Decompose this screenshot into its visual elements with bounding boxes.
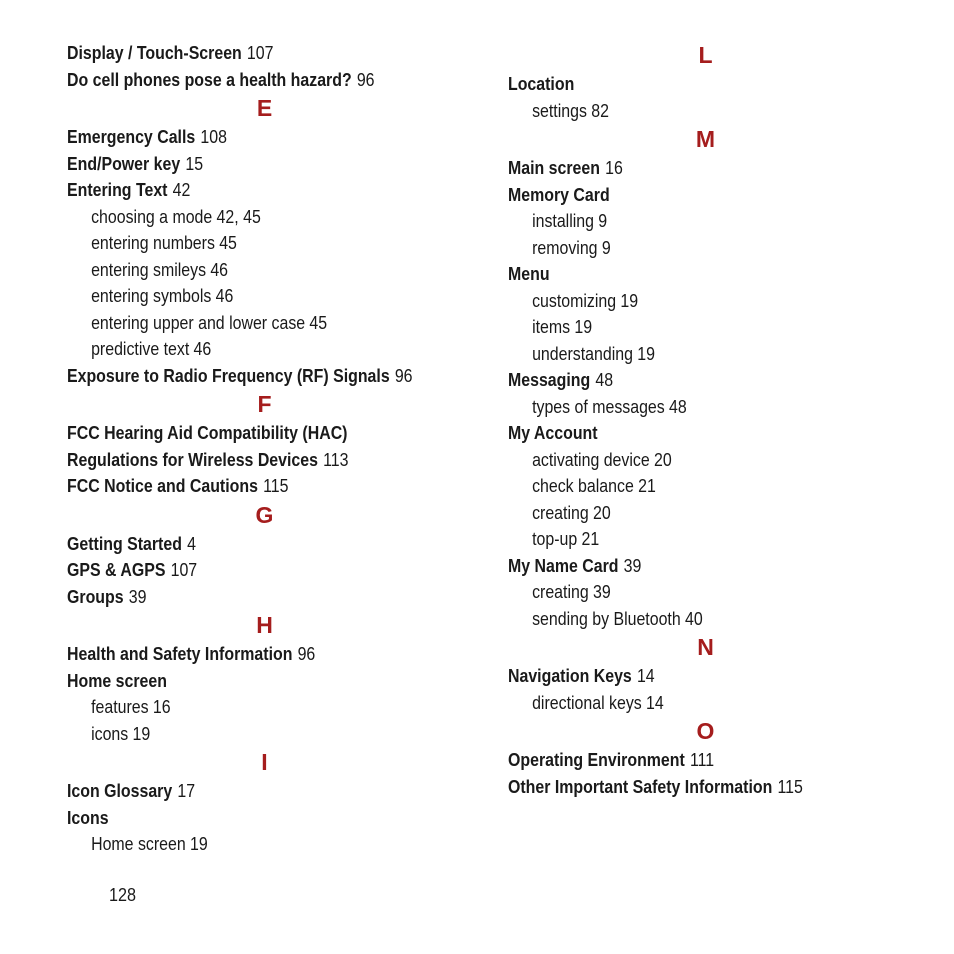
index-page-ref: 39 (128, 585, 147, 607)
index-term: Health and Safety Information (67, 643, 293, 664)
index-term: My Name Card (508, 554, 619, 576)
index-letter-heading: G (255, 501, 274, 528)
index-subentry (508, 394, 852, 421)
index-page-ref: 19 (132, 722, 151, 744)
index-page-ref: 16 (152, 696, 171, 717)
index-term: Entering Text (67, 179, 168, 200)
index-term: FCC Hearing Aid Compatibility (HAC) (67, 422, 348, 443)
index-page-ref: 115 (777, 775, 803, 797)
index-entry (67, 805, 411, 832)
index-term: Messaging (508, 369, 591, 390)
index-term: Display / Touch-Screen (67, 42, 242, 63)
index-subentry (67, 283, 411, 310)
index-page-ref: 39 (623, 554, 642, 576)
index-letter-heading: F (257, 391, 272, 417)
index-term: GPS & AGPS (67, 559, 166, 580)
index-page-ref: 19 (189, 833, 208, 854)
index-subentry (67, 230, 411, 257)
index-subentry (508, 447, 852, 474)
index-page-ref: 115 (263, 475, 289, 496)
index-page-ref: 9 (598, 210, 608, 231)
index-page-ref: 14 (646, 691, 664, 713)
index-entry (508, 774, 852, 801)
index-page-ref: 19 (637, 342, 655, 364)
index-page-ref: 39 (592, 581, 611, 602)
index-page-ref: 96 (356, 68, 375, 90)
index-entry (67, 67, 411, 94)
index-subentry (508, 579, 852, 606)
index-subentry (67, 257, 411, 284)
index-page-ref: 19 (620, 289, 639, 311)
index-column-left (67, 40, 467, 858)
index-page-ref: 4 (187, 532, 196, 554)
index-letter-heading: O (696, 718, 715, 744)
index-entry (508, 155, 852, 182)
index-entry (67, 531, 411, 558)
index-page-ref: 107 (246, 42, 274, 63)
index-term: activating device (532, 448, 650, 470)
index-page-ref: 21 (581, 528, 600, 549)
index-page-ref: 17 (177, 780, 196, 801)
index-subentry (508, 606, 852, 633)
index-page-ref: 96 (394, 364, 413, 386)
index-entry (508, 420, 852, 447)
index-term: End/Power key (67, 152, 181, 174)
index-page-ref: 20 (654, 448, 672, 470)
index-term: predictive text (91, 338, 190, 359)
index-page-ref: 107 (170, 559, 198, 580)
index-letter-heading: L (698, 42, 713, 68)
index-term: Exposure to Radio Frequency (RF) Signals (67, 364, 390, 386)
index-term: Navigation Keys (508, 665, 632, 686)
index-term: icons (91, 722, 129, 744)
index-entry (67, 40, 411, 67)
index-term: understanding (532, 342, 633, 364)
index-page-ref: 20 (592, 501, 611, 523)
index-subentry (508, 288, 852, 315)
index-subentry (67, 721, 411, 748)
index-page-ref: 21 (638, 475, 656, 496)
index-subentry (508, 98, 852, 125)
index-term: Do cell phones pose a health hazard? (67, 68, 352, 90)
index-subentry (508, 208, 852, 235)
index-term: top-up (532, 528, 578, 549)
index-subentry (508, 690, 852, 717)
index-entry (508, 663, 852, 690)
index-term: Regulations for Wireless Devices (67, 448, 318, 470)
index-term: Menu (508, 263, 550, 284)
index-page-ref: 40 (684, 607, 703, 629)
index-page-ref: 46 (193, 338, 212, 359)
index-term: creating (532, 581, 589, 602)
index-entry (67, 363, 411, 390)
index-letter-heading: E (256, 95, 273, 121)
index-term: Other Important Safety Information (508, 775, 773, 797)
index-term: items (532, 316, 571, 337)
index-page-ref: 45 (219, 232, 237, 253)
index-page-ref: 113 (323, 448, 349, 470)
index-page-ref: 96 (297, 643, 316, 664)
index-entry (508, 182, 852, 209)
index-term: Home screen (67, 669, 167, 691)
index-page-ref: 46 (210, 258, 229, 280)
index-page-ref: 48 (669, 395, 687, 417)
index-entry (508, 367, 852, 394)
index-entry (67, 124, 411, 151)
index-term: creating (532, 501, 589, 523)
index-term: entering smileys (91, 258, 207, 280)
index-entry (508, 261, 852, 288)
index-letter-heading: M (695, 126, 716, 152)
index-subentry (508, 314, 852, 341)
index-term: Location (508, 73, 575, 94)
index-page-ref: 45 (309, 311, 328, 333)
index-term: entering upper and lower case (91, 311, 306, 333)
index-term: Main screen (508, 157, 600, 178)
index-term: types of messages (532, 395, 665, 417)
index-term: customizing (532, 289, 617, 311)
index-page-ref: 42 (172, 179, 191, 200)
index-entry (67, 447, 411, 474)
index-page-ref: 108 (200, 126, 227, 147)
index-term: entering numbers (91, 232, 215, 253)
index-subentry (67, 310, 411, 337)
index-entry (67, 420, 411, 447)
index-subentry (508, 235, 852, 262)
index-page-ref: 42, 45 (216, 205, 261, 227)
index-term: My Account (508, 422, 598, 443)
index-term: Icon Glossary (67, 780, 173, 801)
index-term: Operating Environment (508, 749, 685, 770)
index-term: installing (532, 210, 594, 231)
index-term: Icons (67, 806, 109, 828)
index-term: Emergency Calls (67, 126, 196, 147)
index-entry (508, 747, 852, 774)
index-page-ref: 111 (689, 749, 715, 770)
index-subentry (67, 204, 411, 231)
index-page-ref: 9 (601, 236, 611, 258)
index-term: Getting Started (67, 532, 182, 554)
index-page-ref: 14 (636, 665, 655, 686)
index-term: check balance (532, 475, 634, 496)
index-page-ref: 82 (591, 99, 609, 121)
index-term: removing (532, 236, 598, 258)
index-letter-heading: I (261, 749, 268, 775)
index-page-ref: 16 (605, 157, 623, 178)
index-term: features (91, 696, 149, 717)
index-subentry (508, 500, 852, 527)
page-number: 128 (109, 885, 137, 905)
index-column-right (508, 40, 908, 800)
index-term: sending by Bluetooth (532, 607, 681, 629)
index-subentry (508, 526, 852, 553)
index-letter-heading: N (697, 634, 714, 660)
index-subentry (67, 336, 411, 363)
index-entry (67, 177, 411, 204)
index-subentry (67, 831, 411, 858)
index-subentry (508, 473, 852, 500)
index-entry (67, 778, 411, 805)
index-entry (67, 668, 411, 695)
index-page-ref: 46 (215, 285, 234, 306)
index-page-ref: 48 (595, 369, 614, 390)
index-page-ref: 15 (185, 152, 204, 174)
index-term: entering symbols (91, 285, 212, 306)
index-subentry (67, 694, 411, 721)
index-entry (67, 641, 411, 668)
index-entry (67, 584, 411, 611)
index-entry (67, 151, 411, 178)
index-subentry (508, 341, 852, 368)
index-term: Home screen (91, 833, 186, 854)
index-entry (508, 553, 852, 580)
index-letter-heading: H (256, 612, 273, 638)
index-term: directional keys (532, 691, 642, 713)
index-entry (67, 473, 411, 500)
index-term: Memory Card (508, 183, 610, 205)
index-term: FCC Notice and Cautions (67, 475, 258, 496)
index-term: choosing a mode (91, 205, 213, 227)
index-entry (508, 71, 852, 98)
index-entry (67, 557, 411, 584)
index-term: settings (532, 99, 587, 121)
index-page-ref: 19 (574, 316, 593, 337)
index-term: Groups (67, 585, 124, 607)
